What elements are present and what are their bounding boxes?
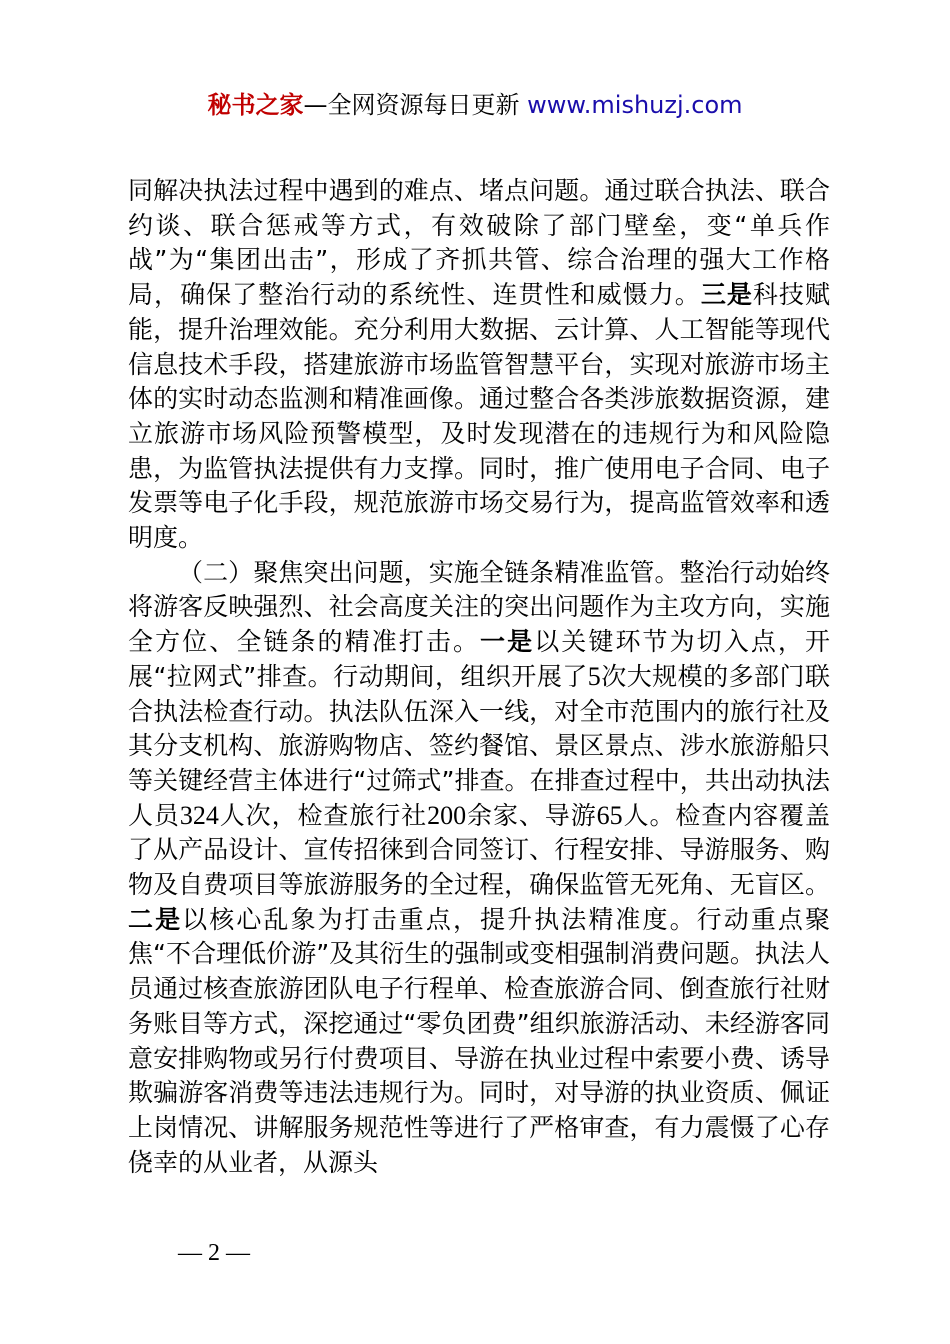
- paragraph-text: （二）聚焦突出问题，实施全链条精准监管。整治行动始终将游客反映强烈、社会高度关注的突出问题作为主攻方向，实施全方位、全链条的精准打击。: [128, 557, 830, 657]
- page-header: [0, 88, 950, 122]
- paragraph-text: 以关键环节为切入点，开展“拉网式”排查。行动期间，组织开展了: [128, 627, 830, 691]
- numeric-value: 65: [596, 800, 623, 830]
- body-paragraph: [128, 174, 830, 556]
- paragraph-text: 余家、导游: [466, 800, 597, 830]
- bold-ordinal: 二是: [128, 904, 183, 934]
- paragraph-text: 人。检查内容覆盖了从产品设计、宣传招徕到合同签订、行程安排、导游服务、购物及自费项目等旅游服务的全过程，确保监管无死角、无盲区。: [128, 800, 830, 900]
- paragraph-text: 以核心乱象为打击重点，提升执法精准度。行动重点聚焦“不合理低价游”及其衍生的强制或变相强制消费问题。执法人员通过核查旅游团队电子行程单、检查旅游合同、倒查旅行社财务账目等方式，深挖通过“零负团费”组织旅游活动、未经游客同意安排购物或另行付费项目、导游在执业过程中索要小费、诱导欺骗游客消费等违法违规行为。同时，对导游的执业资质、佩证上岗情况、讲解服务规范性等进行了严格审查，有力震慑了心存侥幸的从业者，从源头: [128, 904, 830, 1177]
- paragraph-text: 同解决执法过程中遇到的难点、堵点问题。通过联合执法、联合约谈、联合惩戒等方式，有效破除了部门壁垒，变“单兵作战”为“集团出击”，形成了齐抓共管、综合治理的强大工作格局，确保了整治行动的系统性、连贯性和威慑力。: [128, 176, 830, 310]
- document-body: [128, 174, 830, 1180]
- paragraph-text: 人次，检查旅行社: [218, 800, 428, 830]
- header-tagline: 全网资源每日更新: [327, 91, 520, 119]
- brand-name: 秘书之家: [207, 91, 304, 119]
- numeric-value: 200: [427, 800, 467, 830]
- header-url-link[interactable]: www.mishuzj.com: [527, 91, 743, 119]
- bold-ordinal: 一是: [480, 627, 535, 657]
- paragraph-text: 次大规模的多部门联合执法检查行动。执法队伍深入一线，对全市范围内的旅行社及其分支机构、旅游购物店、签约餐馆、景区景点、涉水旅游船只等关键经营主体进行“过筛式”排查。在排查过程中，共出动执法人员: [128, 661, 830, 830]
- header-separator: —: [303, 91, 328, 119]
- page-number: — 2 —: [178, 1240, 250, 1266]
- bold-ordinal: 三是: [700, 280, 753, 310]
- numeric-value: 324: [179, 800, 219, 830]
- paragraph-text: 科技赋能，提升治理效能。充分利用大数据、云计算、人工智能等现代信息技术手段，搭建旅游市场监管智慧平台，实现对旅游市场主体的实时动态监测和精准画像。通过整合各类涉旅数据资源，建立旅游市场风险预警模型，及时发现潜在的违规行为和风险隐患，为监管执法提供有力支撑。同时，推广使用电子合同、电子发票等电子化手段，规范旅游市场交易行为，提高监管效率和透明度。: [128, 280, 830, 553]
- body-paragraph: [128, 556, 830, 1181]
- numeric-value: 5: [587, 661, 601, 691]
